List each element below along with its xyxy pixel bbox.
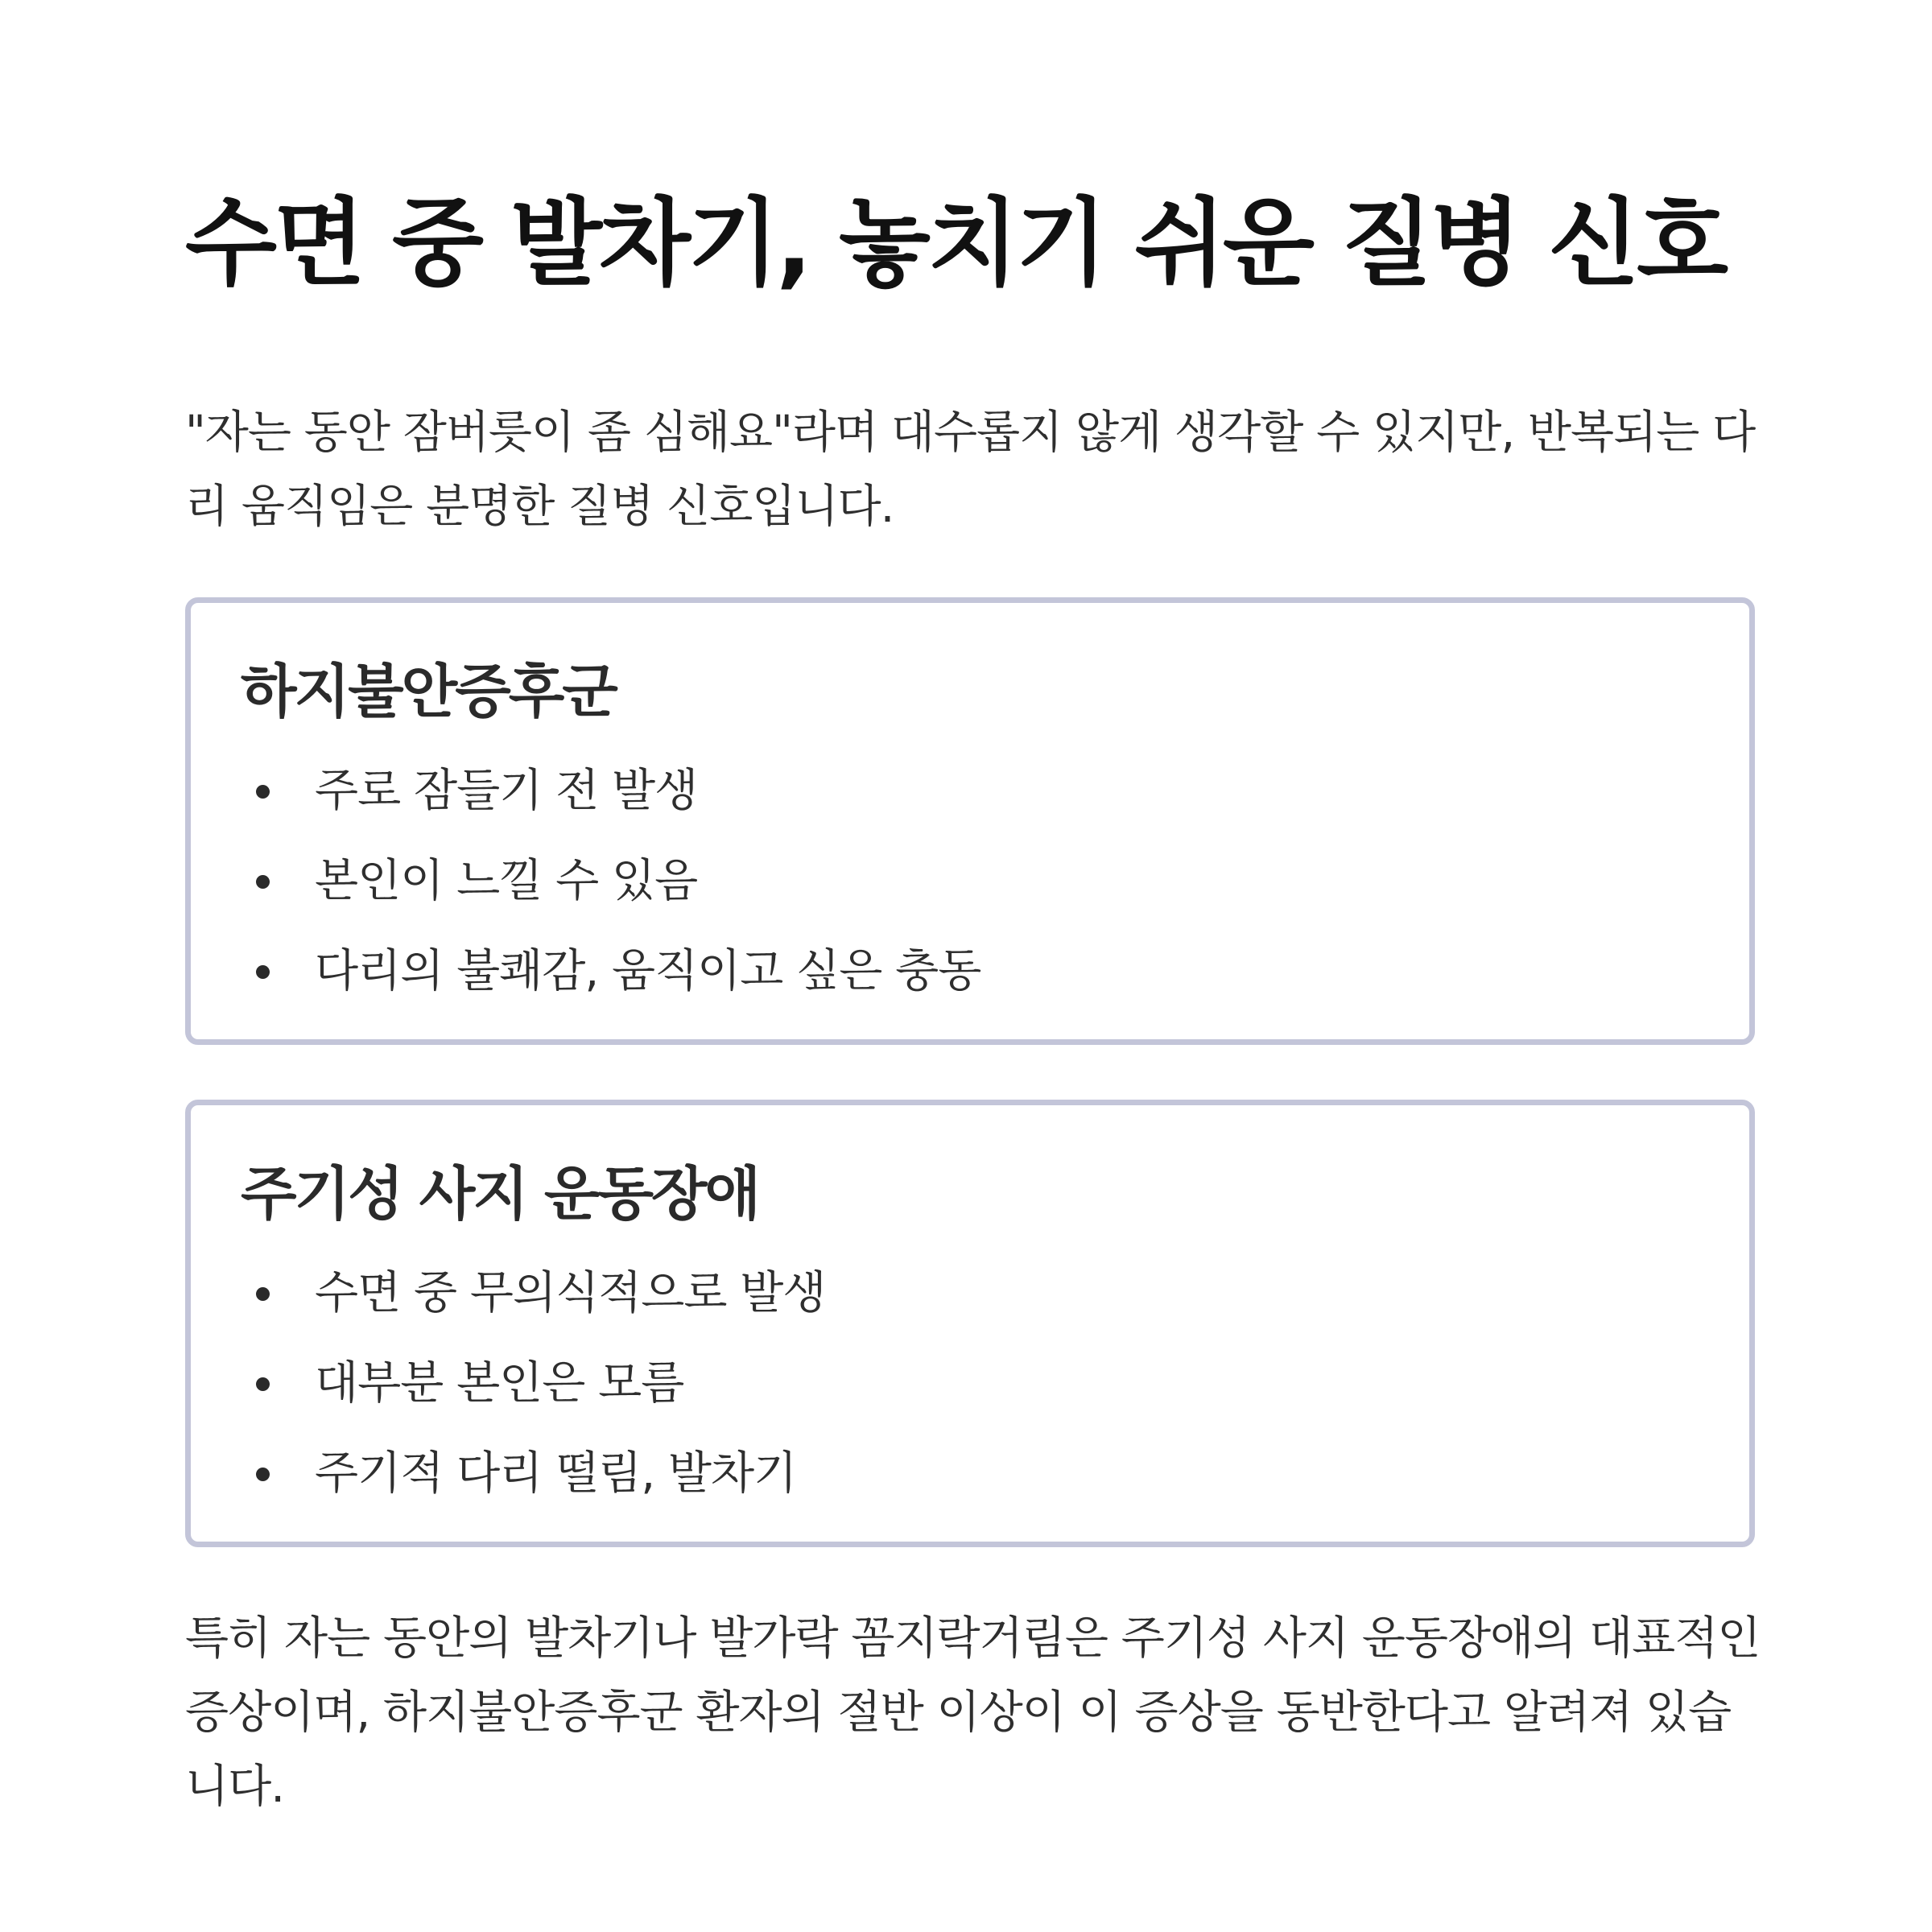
list-item-text: 주기적 다리 떨림, 발차기 [315, 1447, 797, 1500]
page-title: 수면 중 발차기, 놓치기 쉬운 질병 신호 [185, 188, 1726, 299]
bullet-icon [256, 785, 270, 799]
list-item-text: 수면 중 무의식적으로 발생 [315, 1267, 826, 1319]
list-item-text: 주로 잠들기 전 발생 [315, 765, 698, 817]
bullet-icon [256, 1377, 270, 1391]
bullet-icon [256, 875, 270, 889]
outro-paragraph: 특히 자는 동안의 발차기나 발가락 꼼지락거림은 주기성 사지 운동장애의 대표적인 증상이며, 하지불안증후군 환자의 절반 이상이 이 증상을 동반한다고 알려져 있습니다. [185, 1612, 1761, 1813]
list-item-text: 본인이 느낄 수 있음 [315, 855, 698, 907]
list-item-text: 다리의 불쾌감, 움직이고 싶은 충동 [315, 945, 981, 997]
bullet-icon [256, 965, 270, 979]
intro-paragraph: "자는 동안 잠버릇이 좀 심해요"라며 대수롭지 않게 생각할 수 있지만, 반복되는 다리 움직임은 분명한 질병 신호입니다. [185, 407, 1756, 533]
bullet-icon [256, 1287, 270, 1301]
card-restless-legs-syndrome [185, 597, 1755, 1045]
card-title: 하지불안증후군 [241, 658, 616, 725]
card-periodic-limb-movement-disorder [185, 1100, 1755, 1547]
list-item-text: 대부분 본인은 모름 [315, 1357, 684, 1410]
card-title: 주기성 사지 운동장애 [241, 1160, 759, 1228]
bullet-icon [256, 1468, 270, 1481]
